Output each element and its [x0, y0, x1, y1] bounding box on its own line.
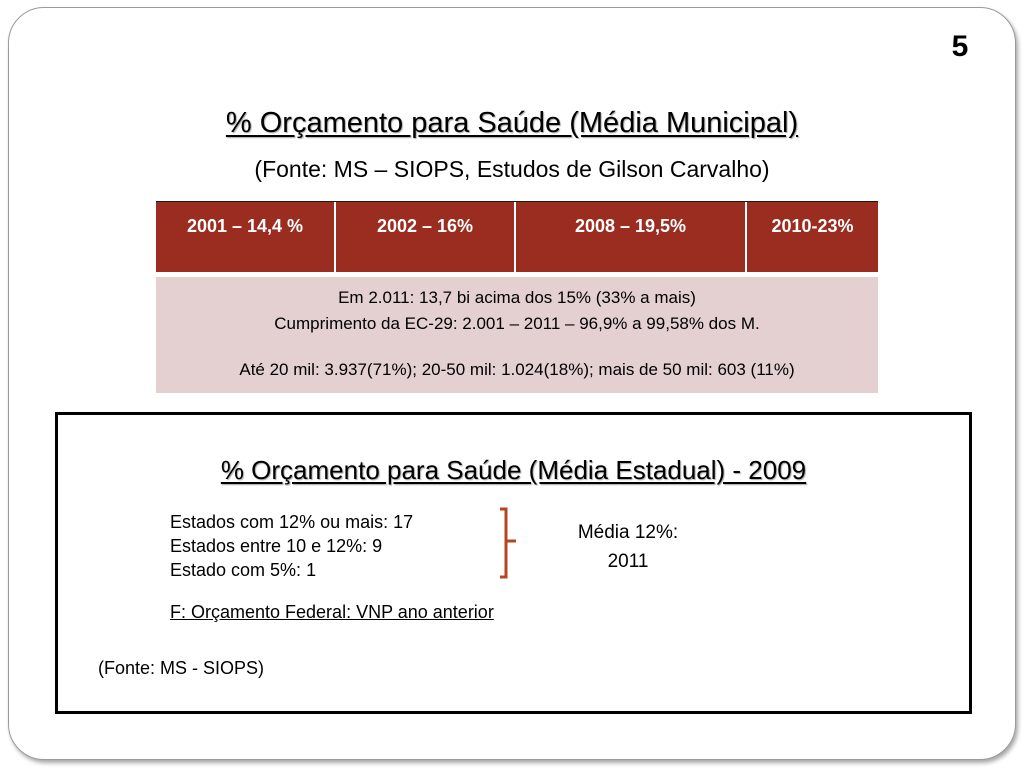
- year-header-row: [156, 201, 878, 272]
- state-box: [55, 412, 972, 714]
- municipal-source: (Fonte: MS – SIOPS, Estudos de Gilson Carvalho): [254, 156, 770, 182]
- list-item: Estados entre 10 e 12%: 9: [170, 536, 383, 556]
- list-item: Estado com 5%: 1: [170, 560, 317, 580]
- year-cell-2008: 2008 – 19,5%: [516, 202, 747, 272]
- municipal-title: % Orçamento para Saúde (Média Municipal): [225, 107, 799, 139]
- year-cell-2001: 2001 – 14,4 %: [156, 202, 336, 272]
- state-source: (Fonte: MS - SIOPS): [98, 658, 265, 678]
- info-line: Em 2.011: 13,7 bi acima dos 15% (33% a mais): [338, 288, 696, 307]
- average-label: Média 12%:: [577, 522, 679, 543]
- page-number: 5: [951, 30, 969, 63]
- year-cell-2002: 2002 – 16%: [336, 202, 516, 272]
- info-row: [156, 277, 878, 393]
- info-line: Cumprimento da EC-29: 2.001 – 2011 – 96,9% a 99,58% dos M.: [274, 314, 760, 333]
- municipal-table: [156, 201, 878, 392]
- average-year: 2011: [607, 551, 649, 572]
- list-item: Estados com 12% ou mais: 17: [170, 512, 414, 532]
- federal-note: F: Orçamento Federal: VNP ano anterior: [170, 602, 494, 622]
- info-line: Até 20 mil: 3.937(71%); 20-50 mil: 1.024(18%); mais de 50 mil: 603 (11%): [239, 360, 795, 379]
- average-text: [528, 518, 728, 576]
- state-list: [170, 510, 413, 582]
- state-title: % Orçamento para Saúde (Média Estadual) - 2009: [220, 455, 807, 485]
- year-cell-2010: 2010-23%: [771, 215, 854, 236]
- bracket-icon: [498, 507, 518, 579]
